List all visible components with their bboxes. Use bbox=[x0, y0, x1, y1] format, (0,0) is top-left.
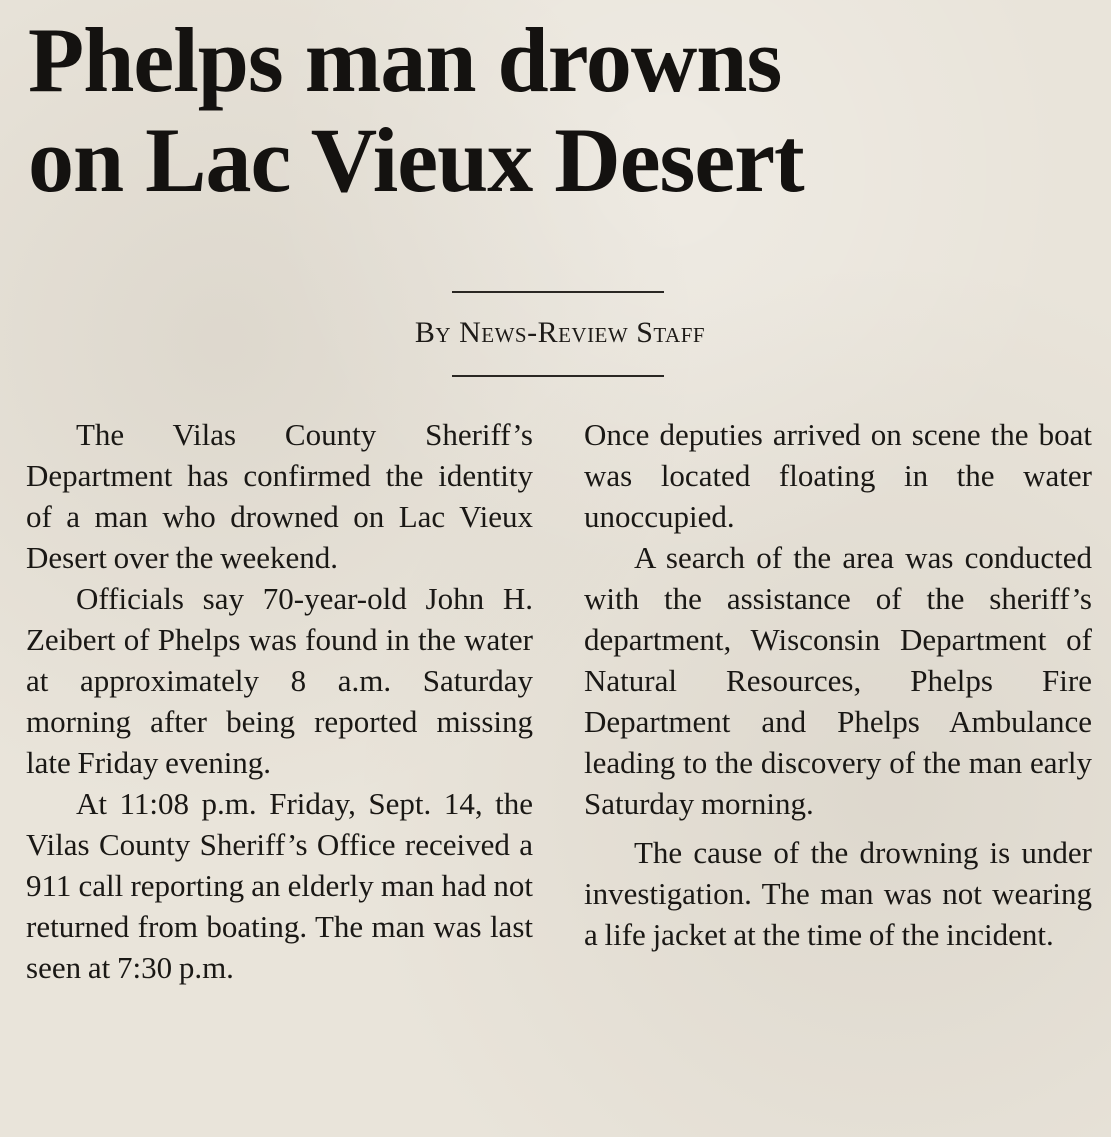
paragraph-right-2: A search of the area was conducted with the assistance of the sheriff’s department, Wisconsin Department of Natural Resources, Phelps Fire Department and Phelps Ambulance leading to the discovery of the man early Saturday morning. bbox=[584, 540, 1092, 821]
paragraph-left-2: Officials say 70-year-old John H. Zeibert of Phelps was found in the water at approximately 8 a.m. Saturday morning after being reported missing late Friday evening. bbox=[26, 581, 533, 780]
paragraph-left-1: The Vilas County Sheriff’s Department has confirmed the identity of a man who drowned on Lac Vieux Desert over the weekend. bbox=[26, 417, 533, 575]
paragraph-right-3: The cause of the drowning is under investigation. The man was not wearing a life jacket at the time of the incident. bbox=[584, 835, 1092, 952]
byline: By News-Review Staff bbox=[414, 316, 706, 349]
article-column-right bbox=[584, 414, 1092, 955]
byline-rule-top bbox=[452, 291, 664, 293]
headline-line-2: on Lac Vieux Desert bbox=[28, 109, 804, 211]
article-column-left bbox=[26, 414, 533, 988]
headline bbox=[28, 10, 1098, 210]
paragraph-right-1: Once deputies arrived on scene the boat was located floating in the water unoccupied. bbox=[584, 417, 1092, 534]
byline-rule-bottom bbox=[452, 375, 664, 377]
paragraph-left-3: At 11:08 p.m. Friday, Sept. 14, the Vilas County Sheriff’s Office received a 911 call reporting an elderly man had not returned from boating. The man was last seen at 7:30 p.m. bbox=[26, 786, 533, 985]
headline-line-1: Phelps man drowns bbox=[28, 9, 782, 111]
